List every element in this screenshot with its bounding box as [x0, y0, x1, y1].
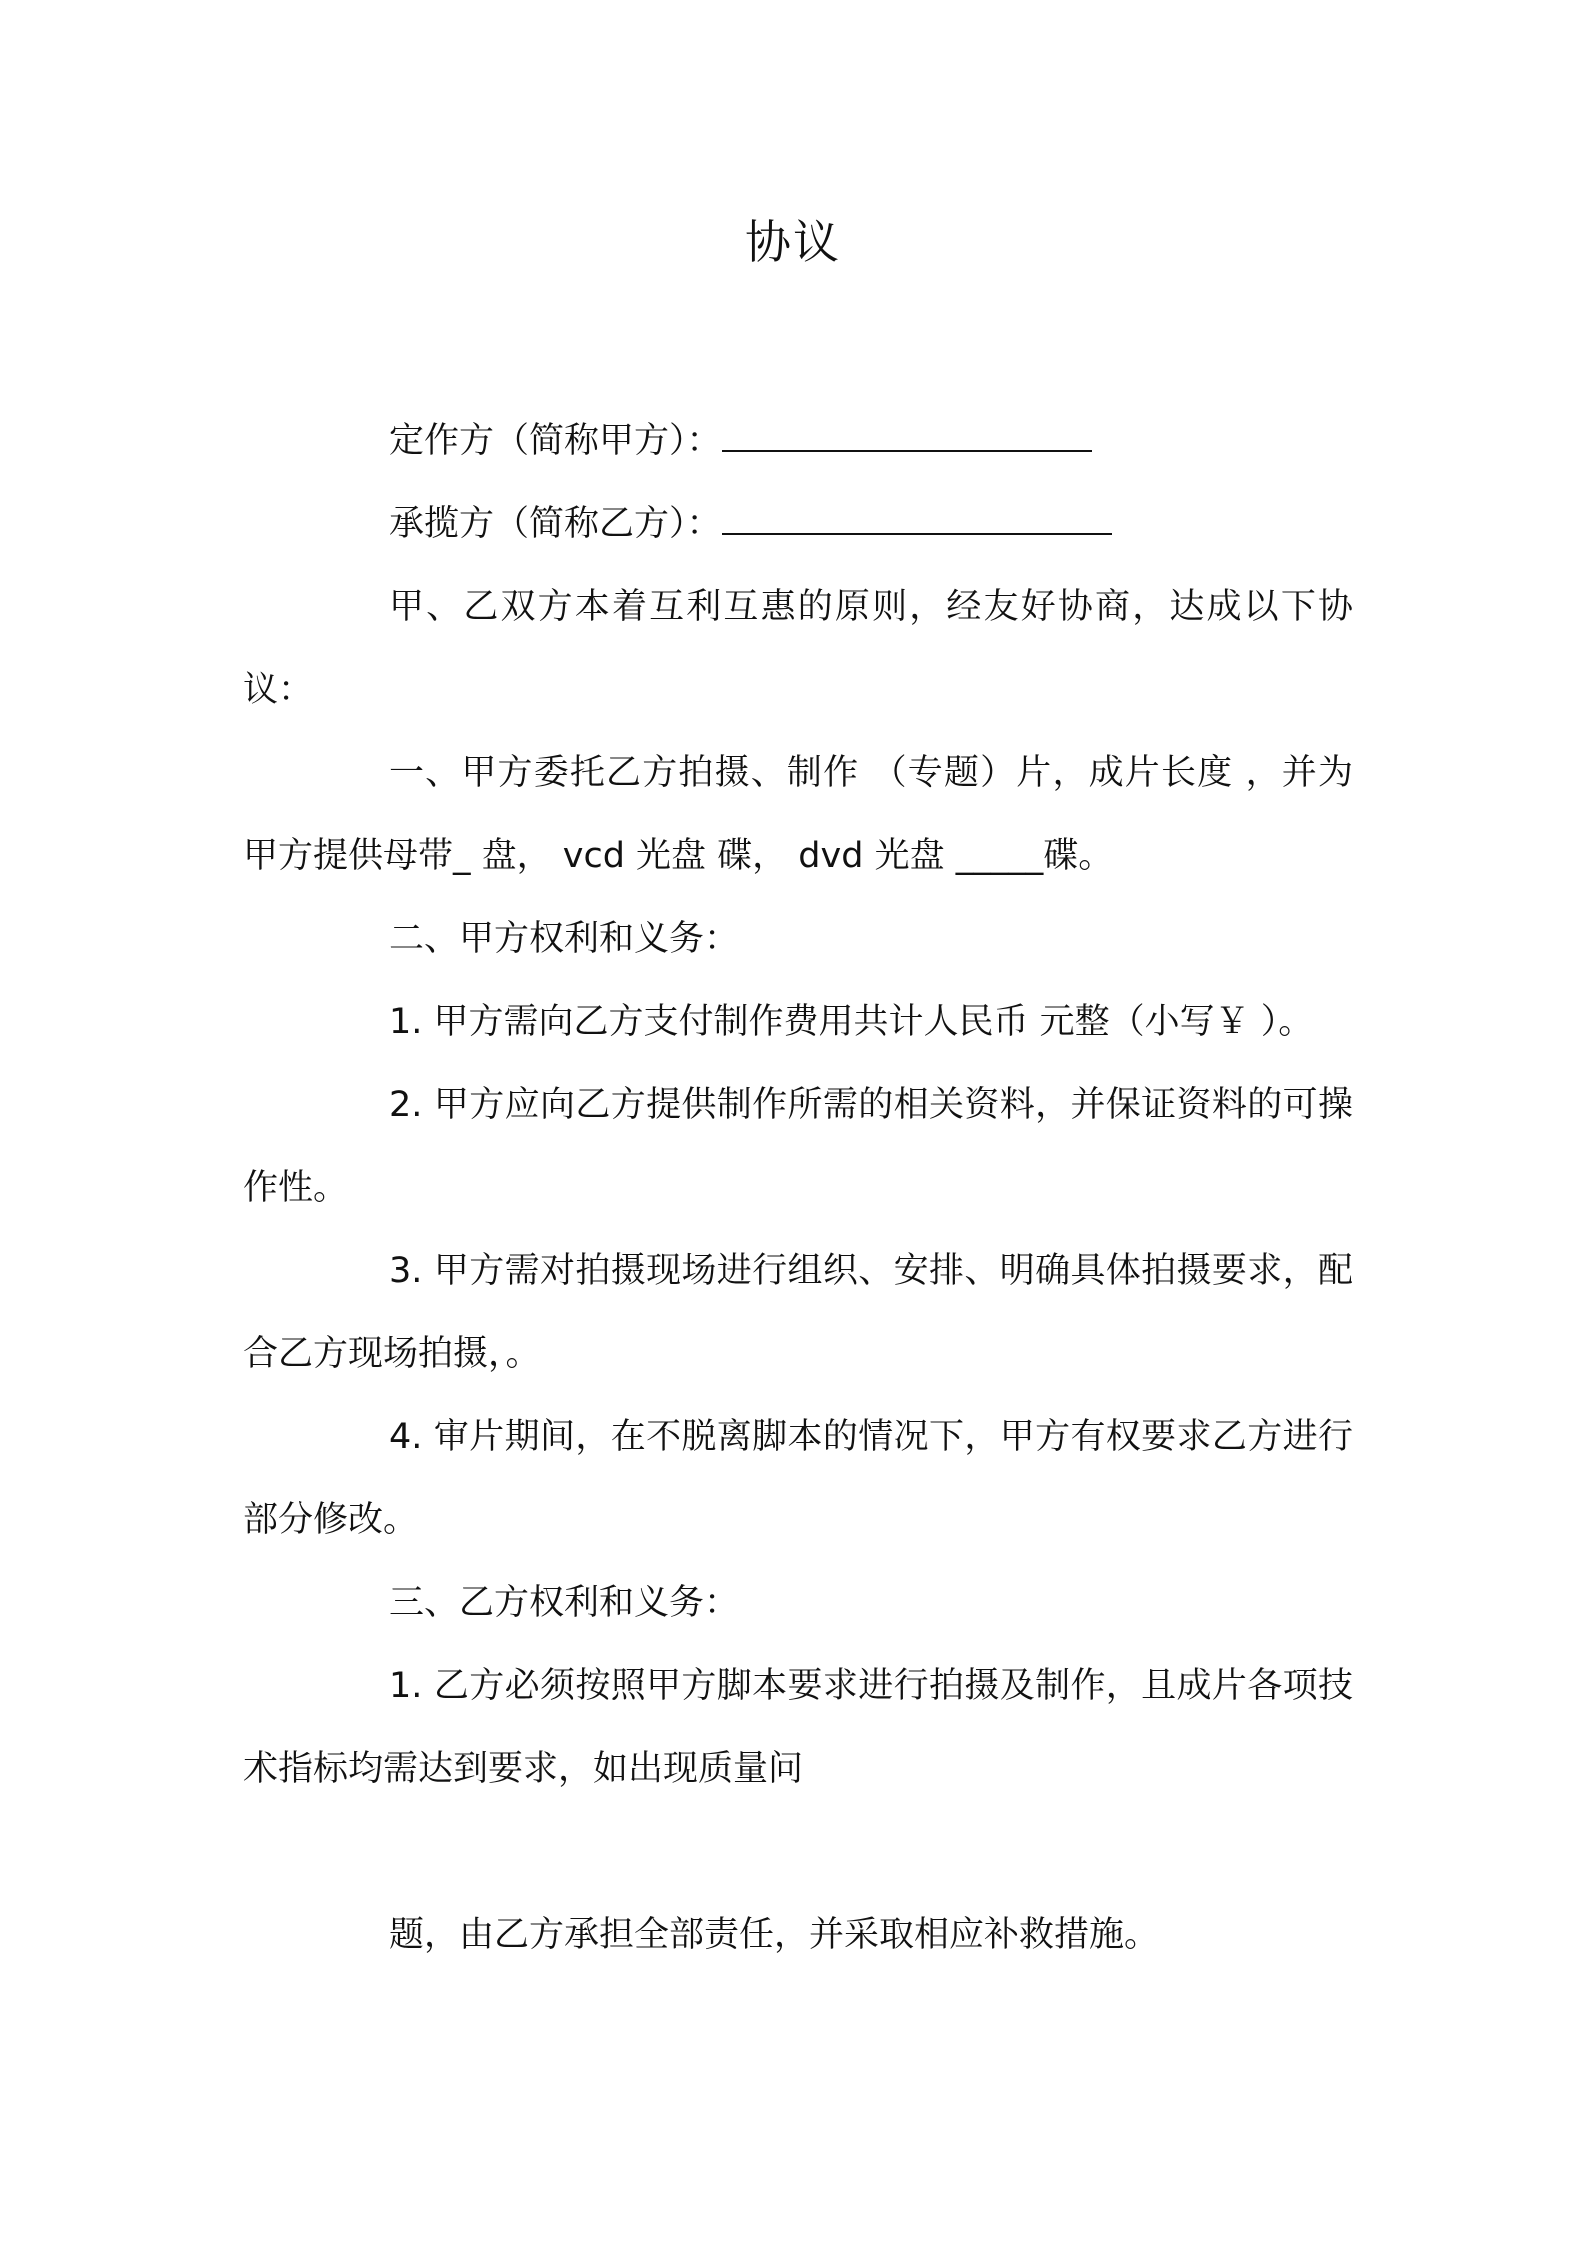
section-2-heading: 二、甲方权利和义务： [389, 919, 740, 959]
party-a-blank [722, 426, 1092, 452]
section-2-item-3: 3. 甲方需对拍摄现场进行组织、安排、明确具体拍摄要求，配合乙方现场拍摄，。 [243, 1251, 1353, 1374]
party-b-blank [722, 509, 1112, 535]
preamble-paragraph: 甲、乙双方本着互利互惠的原则，经友好协商，达成以下协议： [243, 587, 1353, 710]
document-body [243, 400, 1353, 1977]
party-a-label: 定作方（简称甲方）： [389, 421, 722, 461]
document-title: 协议 [745, 215, 841, 269]
party-a-line [243, 400, 1353, 483]
section-3-item-1: 1. 乙方必须按照甲方脚本要求进行拍摄及制作，且成片各项技术指标均需达到要求，如出现质量问 [243, 1666, 1353, 1789]
section-2-item-2: 2. 甲方应向乙方提供制作所需的相关资料，并保证资料的可操作性。 [243, 1085, 1353, 1208]
section-2-item-4: 4. 审片期间，在不脱离脚本的情况下，甲方有权要求乙方进行部分修改。 [243, 1417, 1353, 1540]
party-b-line [243, 483, 1353, 566]
section-2-item-1: 1. 甲方需向乙方支付制作费用共计人民币 元整（小写￥ ）。 [389, 1002, 1314, 1042]
clause-1-paragraph: 一、甲方委托乙方拍摄、制作 （专题）片，成片长度 ，并为甲方提供母带_ 盘， vcd 光盘 碟， dvd 光盘 _____碟。 [243, 753, 1353, 876]
section-3-heading: 三、乙方权利和义务： [389, 1583, 740, 1623]
party-b-label: 承揽方（简称乙方）： [389, 504, 722, 544]
section-3-item-1-continued: 题，由乙方承担全部责任，并采取相应补救措施。 [389, 1915, 1160, 1955]
